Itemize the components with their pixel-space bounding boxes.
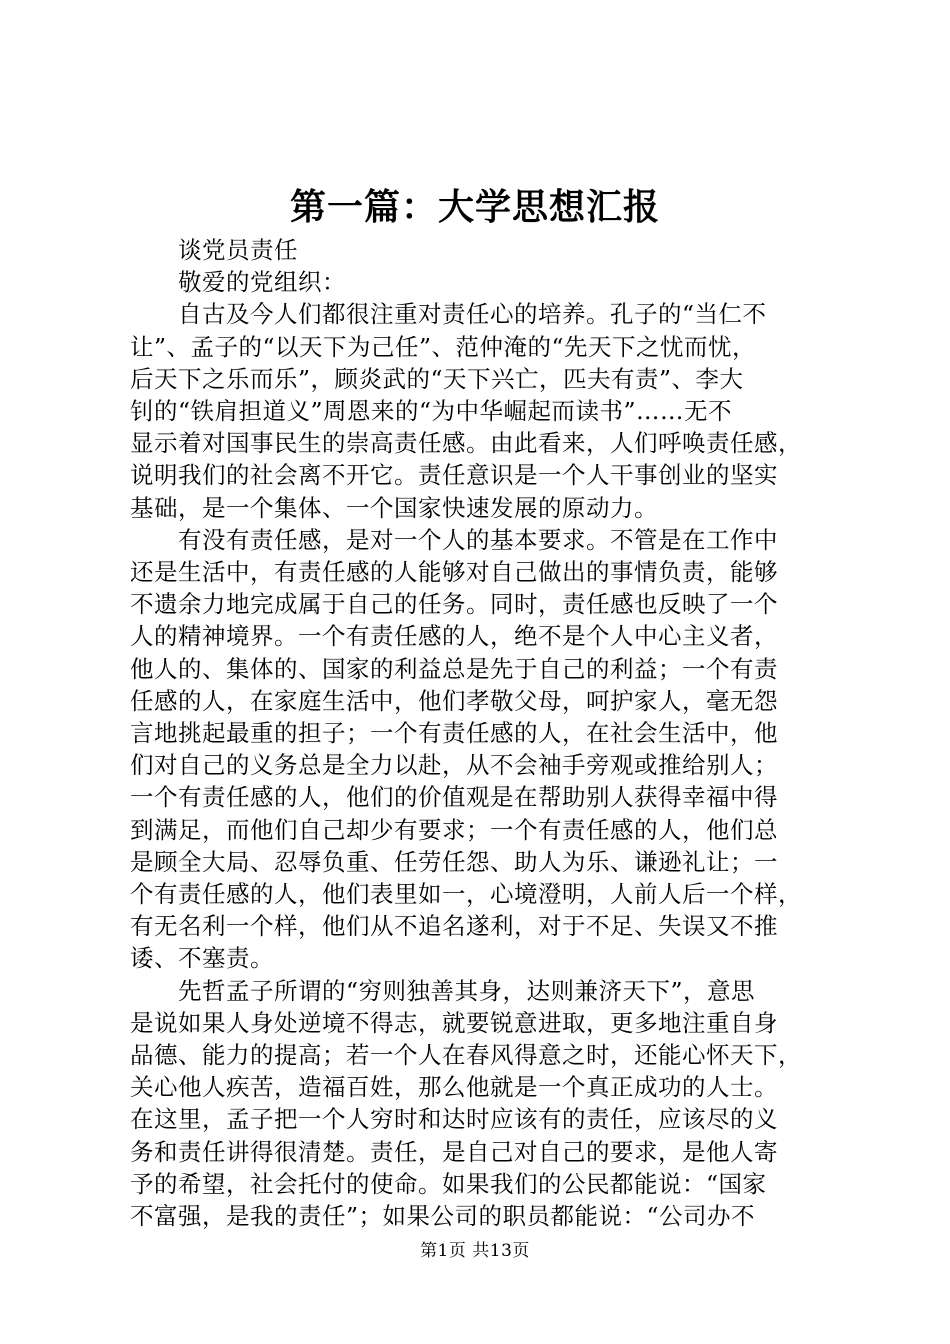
body-line: 谈党员责任 [178, 236, 298, 264]
body-line: 不富强，是我的责任”；如果公司的职员都能说：“公司办不 [130, 1202, 756, 1231]
body-line: 予的希望，社会托付的使命。如果我们的公民都能说：“国家 [130, 1169, 767, 1198]
document-body [130, 234, 830, 1232]
body-line: 到满足，而他们自己却少有要求；一个有责任感的人，他们总 [130, 815, 778, 844]
body-line: 个有责任感的人，他们表里如一，心境澄明，人前人后一个样， [130, 880, 802, 909]
body-line: 他人的、集体的、国家的利益总是先于自己的利益；一个有责 [130, 654, 778, 683]
body-line: 人的精神境界。一个有责任感的人，绝不是个人中心主义者， [130, 622, 778, 651]
body-line: 有没有责任感，是对一个人的基本要求。不管是在工作中 [178, 525, 778, 554]
body-line: 是说如果人身处逆境不得志，就要锐意进取，更多地注重自身 [130, 1008, 778, 1037]
body-line: 基础，是一个集体、一个国家快速发展的原动力。 [130, 493, 658, 522]
document-title: 第一篇：大学思想汇报 [289, 187, 660, 228]
body-line: 让”、孟子的“以天下为己任”、范仲淹的“先天下之忧而忧， [130, 332, 757, 361]
body-line: 钊的“铁肩担道义”周恩来的“为中华崛起而读书”……无不 [130, 397, 733, 426]
body-line: 还是生活中，有责任感的人能够对自己做出的事情负责，能够 [130, 558, 778, 587]
body-line: 品德、能力的提高；若一个人在春风得意之时，还能心怀天下， [130, 1041, 802, 1070]
body-line: 显示着对国事民生的崇高责任感。由此看来，人们呼唤责任感， [130, 429, 802, 458]
body-line: 任感的人，在家庭生活中，他们孝敬父母，呵护家人，毫无怨 [130, 686, 778, 715]
body-line: 们对自己的义务总是全力以赴，从不会袖手旁观或推给别人； [130, 751, 778, 780]
body-line: 说明我们的社会离不开它。责任意识是一个人干事创业的坚实 [130, 461, 778, 490]
body-line: 务和责任讲得很清楚。责任，是自己对自己的要求，是他人寄 [130, 1137, 778, 1166]
body-line: 有无名利一个样，他们从不追名遂利，对于不足、失误又不推 [130, 912, 778, 941]
body-line: 自古及今人们都很注重对责任心的培养。孔子的“当仁不 [178, 300, 767, 329]
body-line: 言地挑起最重的担子；一个有责任感的人，在社会生活中，他 [130, 719, 778, 748]
body-line: 一个有责任感的人，他们的价值观是在帮助别人获得幸福中得 [130, 783, 778, 812]
body-line: 诿、不塞责。 [130, 944, 274, 973]
body-line: 先哲孟子所谓的“穷则独善其身，达则兼济天下”，意思 [178, 976, 756, 1005]
page-footer: 第1页 共13页 [420, 1241, 530, 1261]
body-line: 后天下之乐而乐”，顾炎武的“天下兴亡，匹夫有责”、李大 [130, 364, 744, 393]
body-line: 关心他人疾苦，造福百姓，那么他就是一个真正成功的人士。 [130, 1073, 778, 1102]
body-line: 是顾全大局、忍辱负重、任劳任怨、助人为乐、谦逊礼让；一 [130, 847, 778, 876]
body-line: 敬爱的党组织： [178, 268, 346, 297]
body-line: 在这里，孟子把一个人穷时和达时应该有的责任，应该尽的义 [130, 1105, 778, 1134]
body-line: 不遗余力地完成属于自己的任务。同时，责任感也反映了一个 [130, 590, 778, 619]
